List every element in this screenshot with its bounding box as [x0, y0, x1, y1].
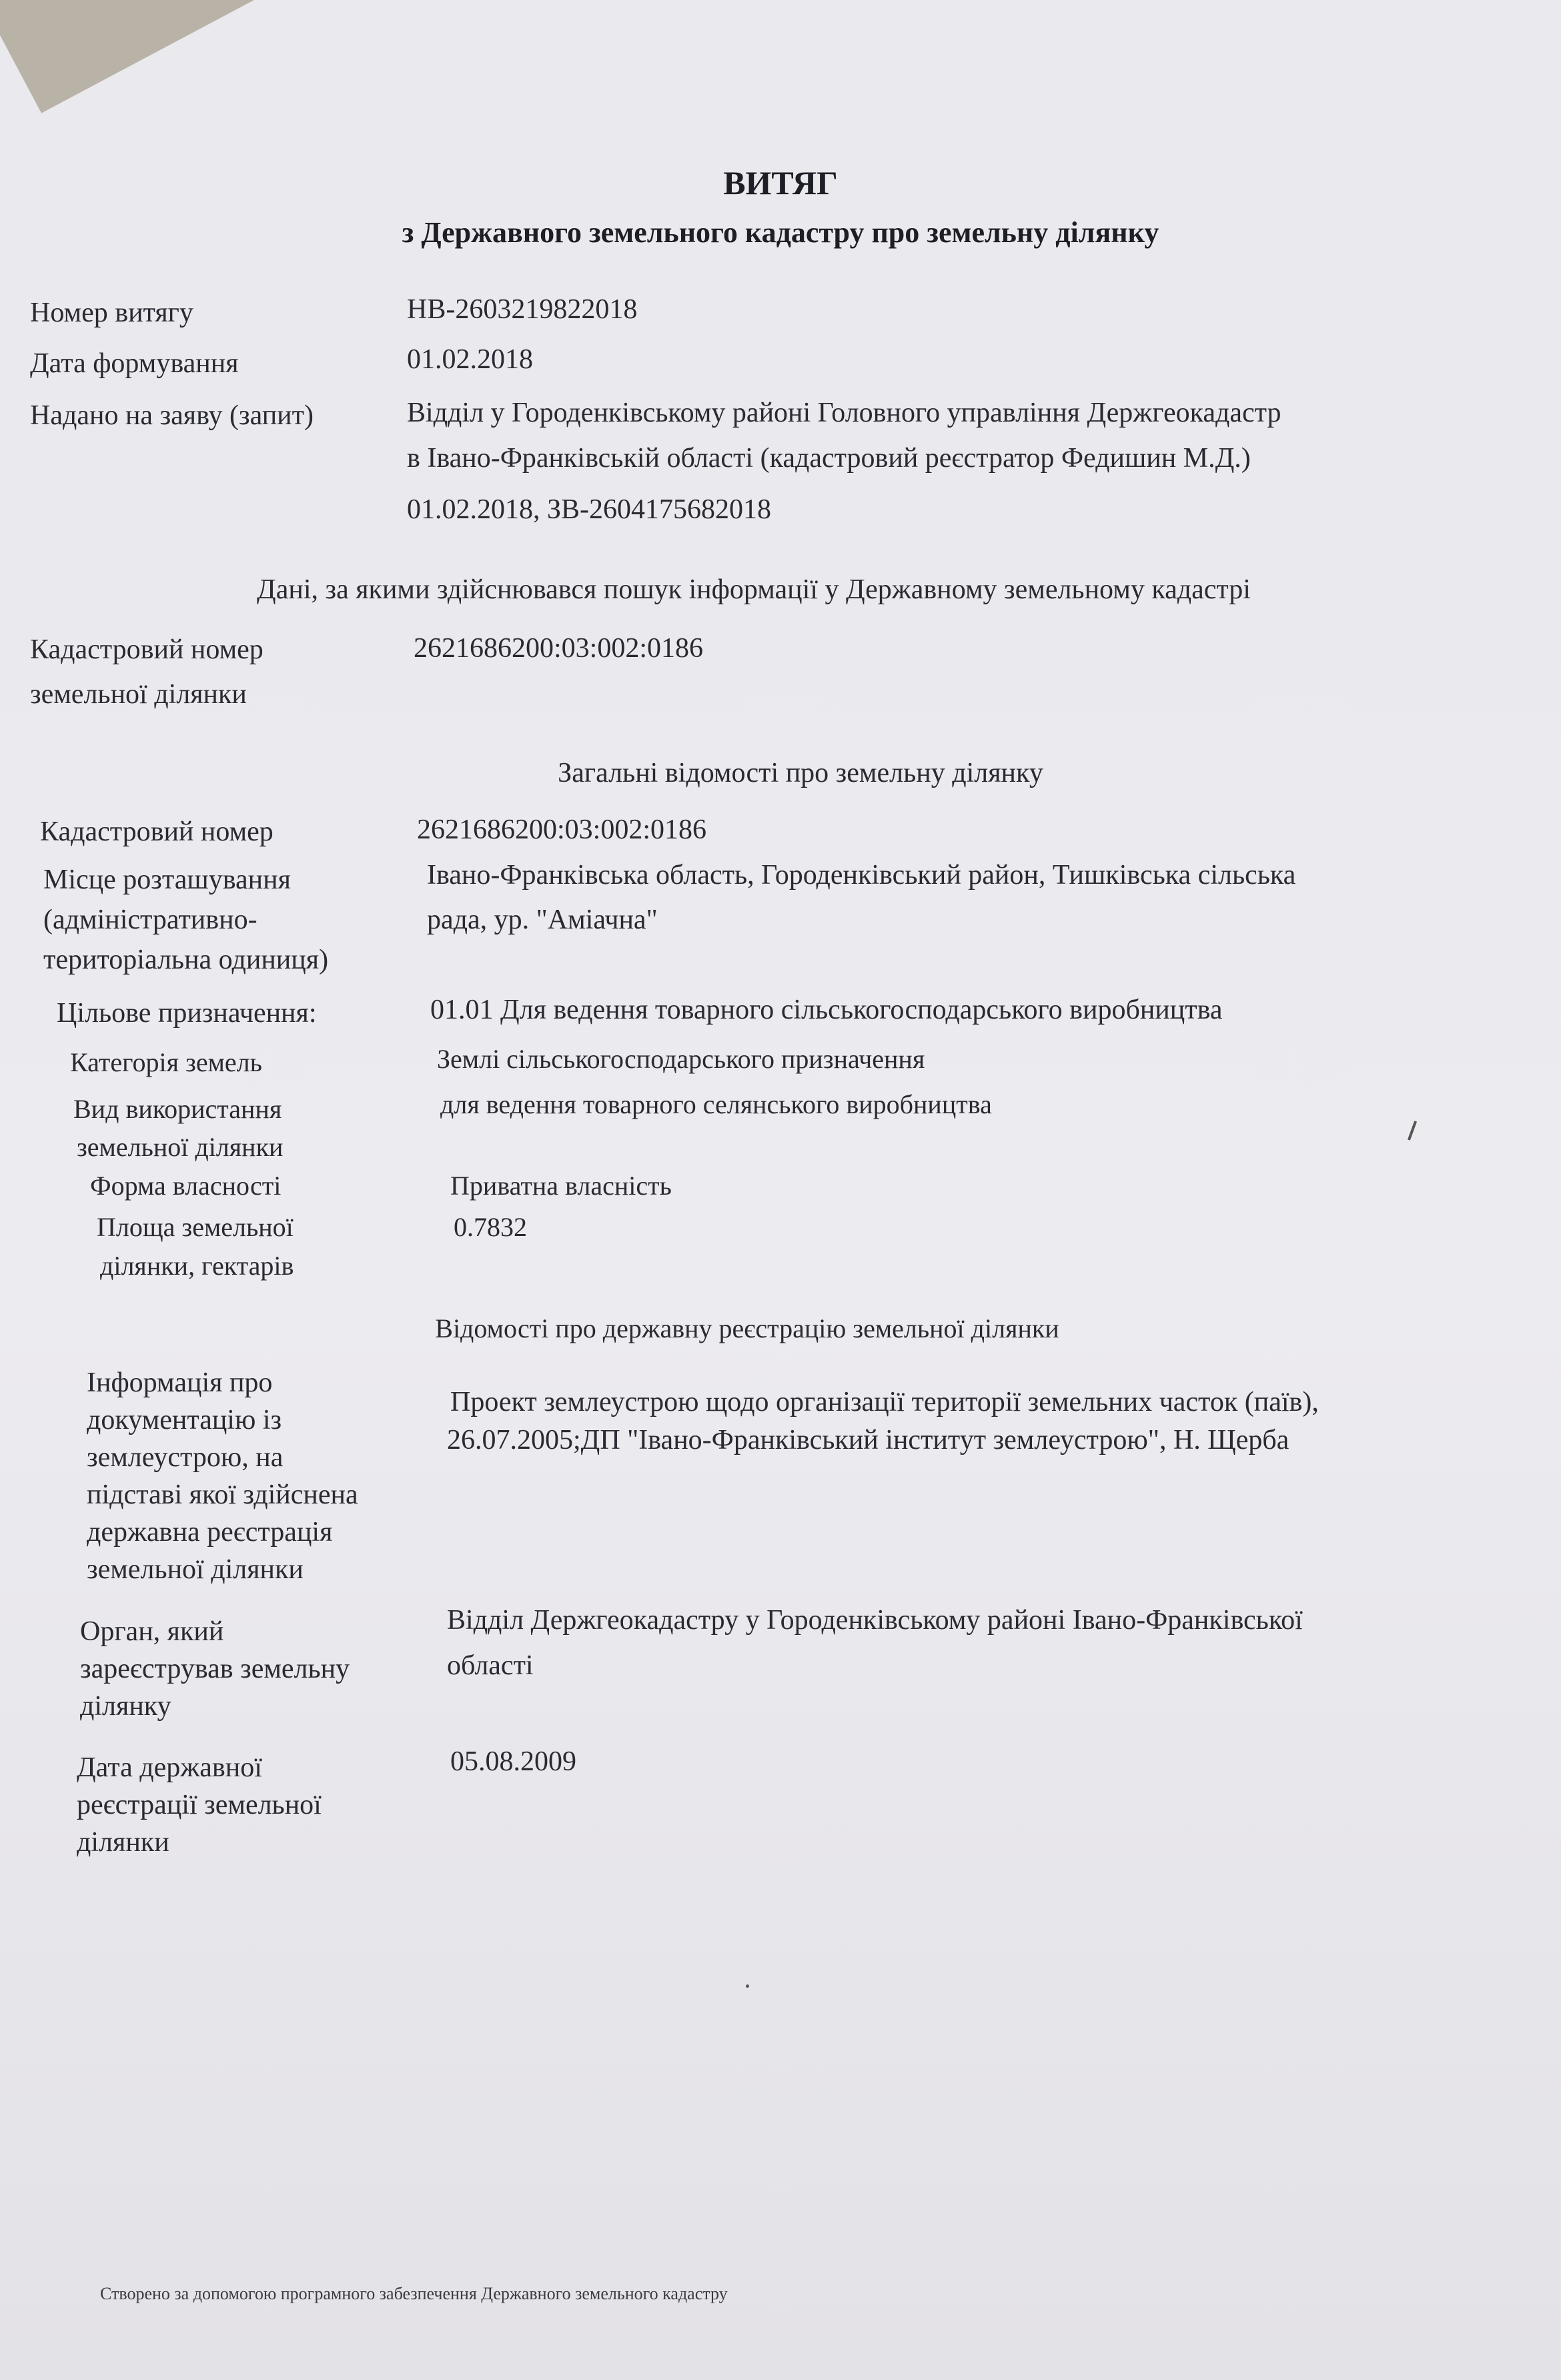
location-label-3: територіальна одиниця): [43, 945, 329, 975]
requested-line-1: Відділ у Городенківському районі Головного управління Держгеокадастр: [407, 398, 1281, 428]
organ-label-line: Орган, який: [80, 1616, 224, 1647]
doc-label-line: Інформація про: [87, 1367, 273, 1398]
requested-line-2: в Івано-Франківській області (кадастровий реєстратор Федишин М.Д.): [407, 443, 1251, 474]
search-section-heading: Дані, за якими здійснювався пошук інформації у Державному земельному кадастрі: [257, 574, 1251, 605]
search-cadastral-value: 2621686200:03:002:0186: [414, 633, 704, 664]
registration-section-heading: Відомості про державну реєстрацію земельної ділянки: [435, 1313, 1059, 1343]
doc-label-line: документацію із: [87, 1405, 282, 1435]
usage-label-2: земельної ділянки: [77, 1132, 284, 1162]
reg-date-label-line: Дата державної: [77, 1752, 262, 1783]
date-formed-label: Дата формування: [30, 348, 239, 379]
background-corner: [0, 0, 289, 113]
organ-label-line: ділянку: [80, 1691, 171, 1722]
location-value-1: Івано-Франківська область, Городенківський район, Тишківська сільська: [427, 860, 1296, 890]
pen-mark: [1408, 1121, 1417, 1141]
doc-value-2: 26.07.2005;ДП "Івано-Франківський інститут землеустрою", Н. Щерба: [447, 1425, 1289, 1455]
organ-value-2: області: [447, 1650, 534, 1681]
location-label-1: Місце розташування: [43, 864, 291, 895]
organ-label-line: зареєстрував земельну: [80, 1654, 350, 1684]
location-value-2: рада, ур. "Аміачна": [427, 905, 658, 935]
general-section-heading: Загальні відомості про земельну ділянку: [558, 758, 1043, 788]
search-cadastral-label-1: Кадастровий номер: [30, 634, 264, 665]
ownership-value: Приватна власність: [450, 1171, 672, 1201]
reg-date-value: 05.08.2009: [450, 1746, 576, 1777]
purpose-value: 01.01 Для ведення товарного сільськогосподарського виробництва: [430, 995, 1223, 1025]
general-cadastral-value: 2621686200:03:002:0186: [417, 814, 707, 845]
location-label-2: (адміністративно-: [43, 905, 257, 935]
doc-label-line: землеустрою, на: [87, 1442, 284, 1473]
footer-note: Створено за допомогою програмного забезпечення Державного земельного кадастру: [100, 2284, 728, 2303]
date-formed-value: 01.02.2018: [407, 344, 533, 375]
usage-label-1: Вид використання: [73, 1094, 282, 1124]
purpose-label: Цільове призначення:: [57, 998, 317, 1029]
document-title: ВИТЯГ: [723, 164, 838, 201]
doc-label: [87, 1364, 358, 1588]
reg-date-label: [77, 1749, 322, 1861]
doc-label-line: підставі якої здійснена: [87, 1479, 358, 1510]
requested-line-3: 01.02.2018, ЗВ-2604175682018: [407, 494, 772, 525]
organ-label: [80, 1613, 350, 1725]
doc-label-line: державна реєстрація: [87, 1517, 333, 1548]
search-cadastral-label-2: земельної ділянки: [30, 679, 247, 710]
area-label-2: ділянки, гектарів: [100, 1251, 294, 1281]
doc-value-1: Проект землеустрою щодо організації території земельних часток (паїв),: [450, 1387, 1319, 1417]
usage-value: для ведення товарного селянського виробництва: [440, 1089, 992, 1119]
extract-number-label: Номер витягу: [30, 298, 193, 328]
reg-date-label-line: ділянки: [77, 1827, 169, 1858]
category-value: Землі сільськогосподарського призначення: [437, 1044, 925, 1074]
extract-number-value: НВ-2603219822018: [407, 294, 638, 325]
organ-value-1: Відділ Держгеокадастру у Городенківському районі Івано-Франківської: [447, 1605, 1303, 1636]
reg-date-label-line: реєстрації земельної: [77, 1790, 322, 1820]
area-label-1: Площа земельної: [97, 1212, 294, 1242]
requested-label: Надано на заяву (запит): [30, 400, 314, 431]
ownership-label: Форма власності: [90, 1171, 282, 1201]
area-value: 0.7832: [454, 1212, 527, 1242]
dot-mark: [746, 1984, 749, 1988]
doc-label-line: земельної ділянки: [87, 1554, 304, 1585]
document-subtitle: з Державного земельного кадастру про земельну ділянку: [402, 216, 1159, 249]
category-label: Категорія земель: [70, 1047, 262, 1077]
general-cadastral-label: Кадастровий номер: [40, 816, 274, 847]
